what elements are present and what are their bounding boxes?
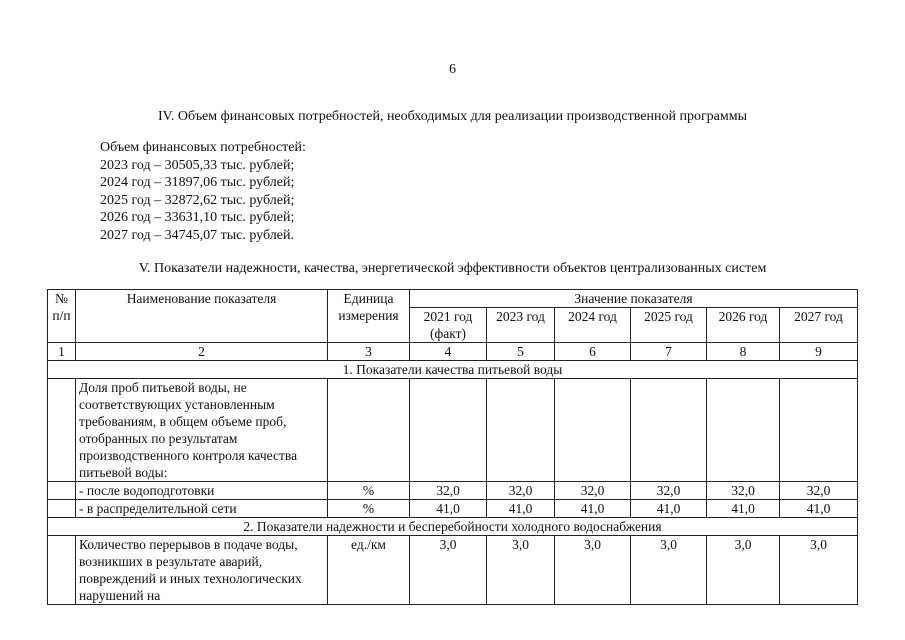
row-num-cell [48, 536, 76, 605]
section-title-reliability: 2. Показатели надежности и бесперебойности холодного водоснабжения [48, 518, 858, 536]
col-number: 1 [48, 343, 76, 361]
row-name-cell: Доля проб питьевой воды, не соответствующих установленным требованиям, в общем объеме проб, отобранных по результатам производственного контроля качества питьевой воды: [76, 379, 328, 482]
row-unit-cell [328, 379, 410, 482]
row-value-cell: 41,0 [780, 500, 858, 518]
header-year-2026: 2026 год [707, 308, 780, 343]
row-value-cell [707, 379, 780, 482]
row-name-cell: Количество перерывов в подаче воды, возникших в результате аварий, повреждений и иных технологических нарушений на [76, 536, 328, 605]
page-number: 6 [449, 62, 456, 77]
header-row-1 [48, 290, 858, 308]
row-value-cell: 3,0 [410, 536, 487, 605]
row-value-cell: 32,0 [631, 482, 707, 500]
column-numbers-row [48, 343, 858, 361]
financial-line-2023: 2023 год – 30505,33 тыс. рублей; [100, 157, 295, 173]
row-value-cell: 3,0 [780, 536, 858, 605]
row-value-cell: 3,0 [487, 536, 555, 605]
row-unit-cell: % [328, 482, 410, 500]
header-year-2021: 2021 год (факт) [410, 308, 487, 343]
financial-line-2027: 2027 год – 34745,07 тыс. рублей. [100, 227, 294, 243]
header-unit: Единица измерения [328, 290, 410, 343]
col-number: 4 [410, 343, 487, 361]
col-number: 8 [707, 343, 780, 361]
row-value-cell: 41,0 [555, 500, 631, 518]
financial-needs-block [100, 139, 306, 245]
row-unit-cell: ед./км [328, 536, 410, 605]
header-name: Наименование показателя [76, 290, 328, 343]
row-value-cell: 3,0 [555, 536, 631, 605]
section-4-title: IV. Объем финансовых потребностей, необходимых для реализации производственной программы [157, 109, 748, 124]
row-unit-cell: % [328, 500, 410, 518]
header-year-2025: 2025 год [631, 308, 707, 343]
indicators-table [47, 289, 858, 605]
header-num: № п/п [48, 290, 76, 343]
row-value-cell [410, 379, 487, 482]
col-number: 9 [780, 343, 858, 361]
financial-line-2024: 2024 год – 31897,06 тыс. рублей; [100, 175, 295, 191]
row-value-cell: 3,0 [631, 536, 707, 605]
row-num-cell [48, 500, 76, 518]
row-value-cell: 32,0 [555, 482, 631, 500]
row-num-cell [48, 482, 76, 500]
table-row [48, 500, 858, 518]
header-value-group: Значение показателя [410, 290, 858, 308]
row-name-cell: - в распределительной сети [76, 500, 328, 518]
row-value-cell: 32,0 [410, 482, 487, 500]
row-value-cell: 41,0 [487, 500, 555, 518]
row-name-cell: - после водоподготовки [76, 482, 328, 500]
row-value-cell: 3,0 [707, 536, 780, 605]
row-value-cell: 41,0 [631, 500, 707, 518]
section-5-title: V. Показатели надежности, качества, энергетической эффективности объектов централизованных систем [138, 261, 767, 276]
col-number: 6 [555, 343, 631, 361]
row-value-cell [487, 379, 555, 482]
row-value-cell [780, 379, 858, 482]
financial-needs-intro: Объем финансовых потребностей: [100, 140, 306, 155]
row-value-cell: 41,0 [707, 500, 780, 518]
row-value-cell: 32,0 [707, 482, 780, 500]
table-row [48, 536, 858, 605]
row-num-cell [48, 379, 76, 482]
row-value-cell: 41,0 [410, 500, 487, 518]
header-year-2024: 2024 год [555, 308, 631, 343]
row-value-cell [631, 379, 707, 482]
section-title-quality: 1. Показатели качества питьевой воды [48, 361, 858, 379]
header-year-2027: 2027 год [780, 308, 858, 343]
table-row [48, 379, 858, 482]
col-number: 3 [328, 343, 410, 361]
table-row [48, 482, 858, 500]
col-number: 5 [487, 343, 555, 361]
financial-line-2026: 2026 год – 33631,10 тыс. рублей; [100, 210, 295, 226]
row-value-cell: 32,0 [780, 482, 858, 500]
financial-line-2025: 2025 год – 32872,62 тыс. рублей; [100, 192, 295, 208]
header-year-2023: 2023 год [487, 308, 555, 343]
section-row [48, 361, 858, 379]
col-number: 7 [631, 343, 707, 361]
row-value-cell [555, 379, 631, 482]
section-row [48, 518, 858, 536]
col-number: 2 [76, 343, 328, 361]
row-value-cell: 32,0 [487, 482, 555, 500]
